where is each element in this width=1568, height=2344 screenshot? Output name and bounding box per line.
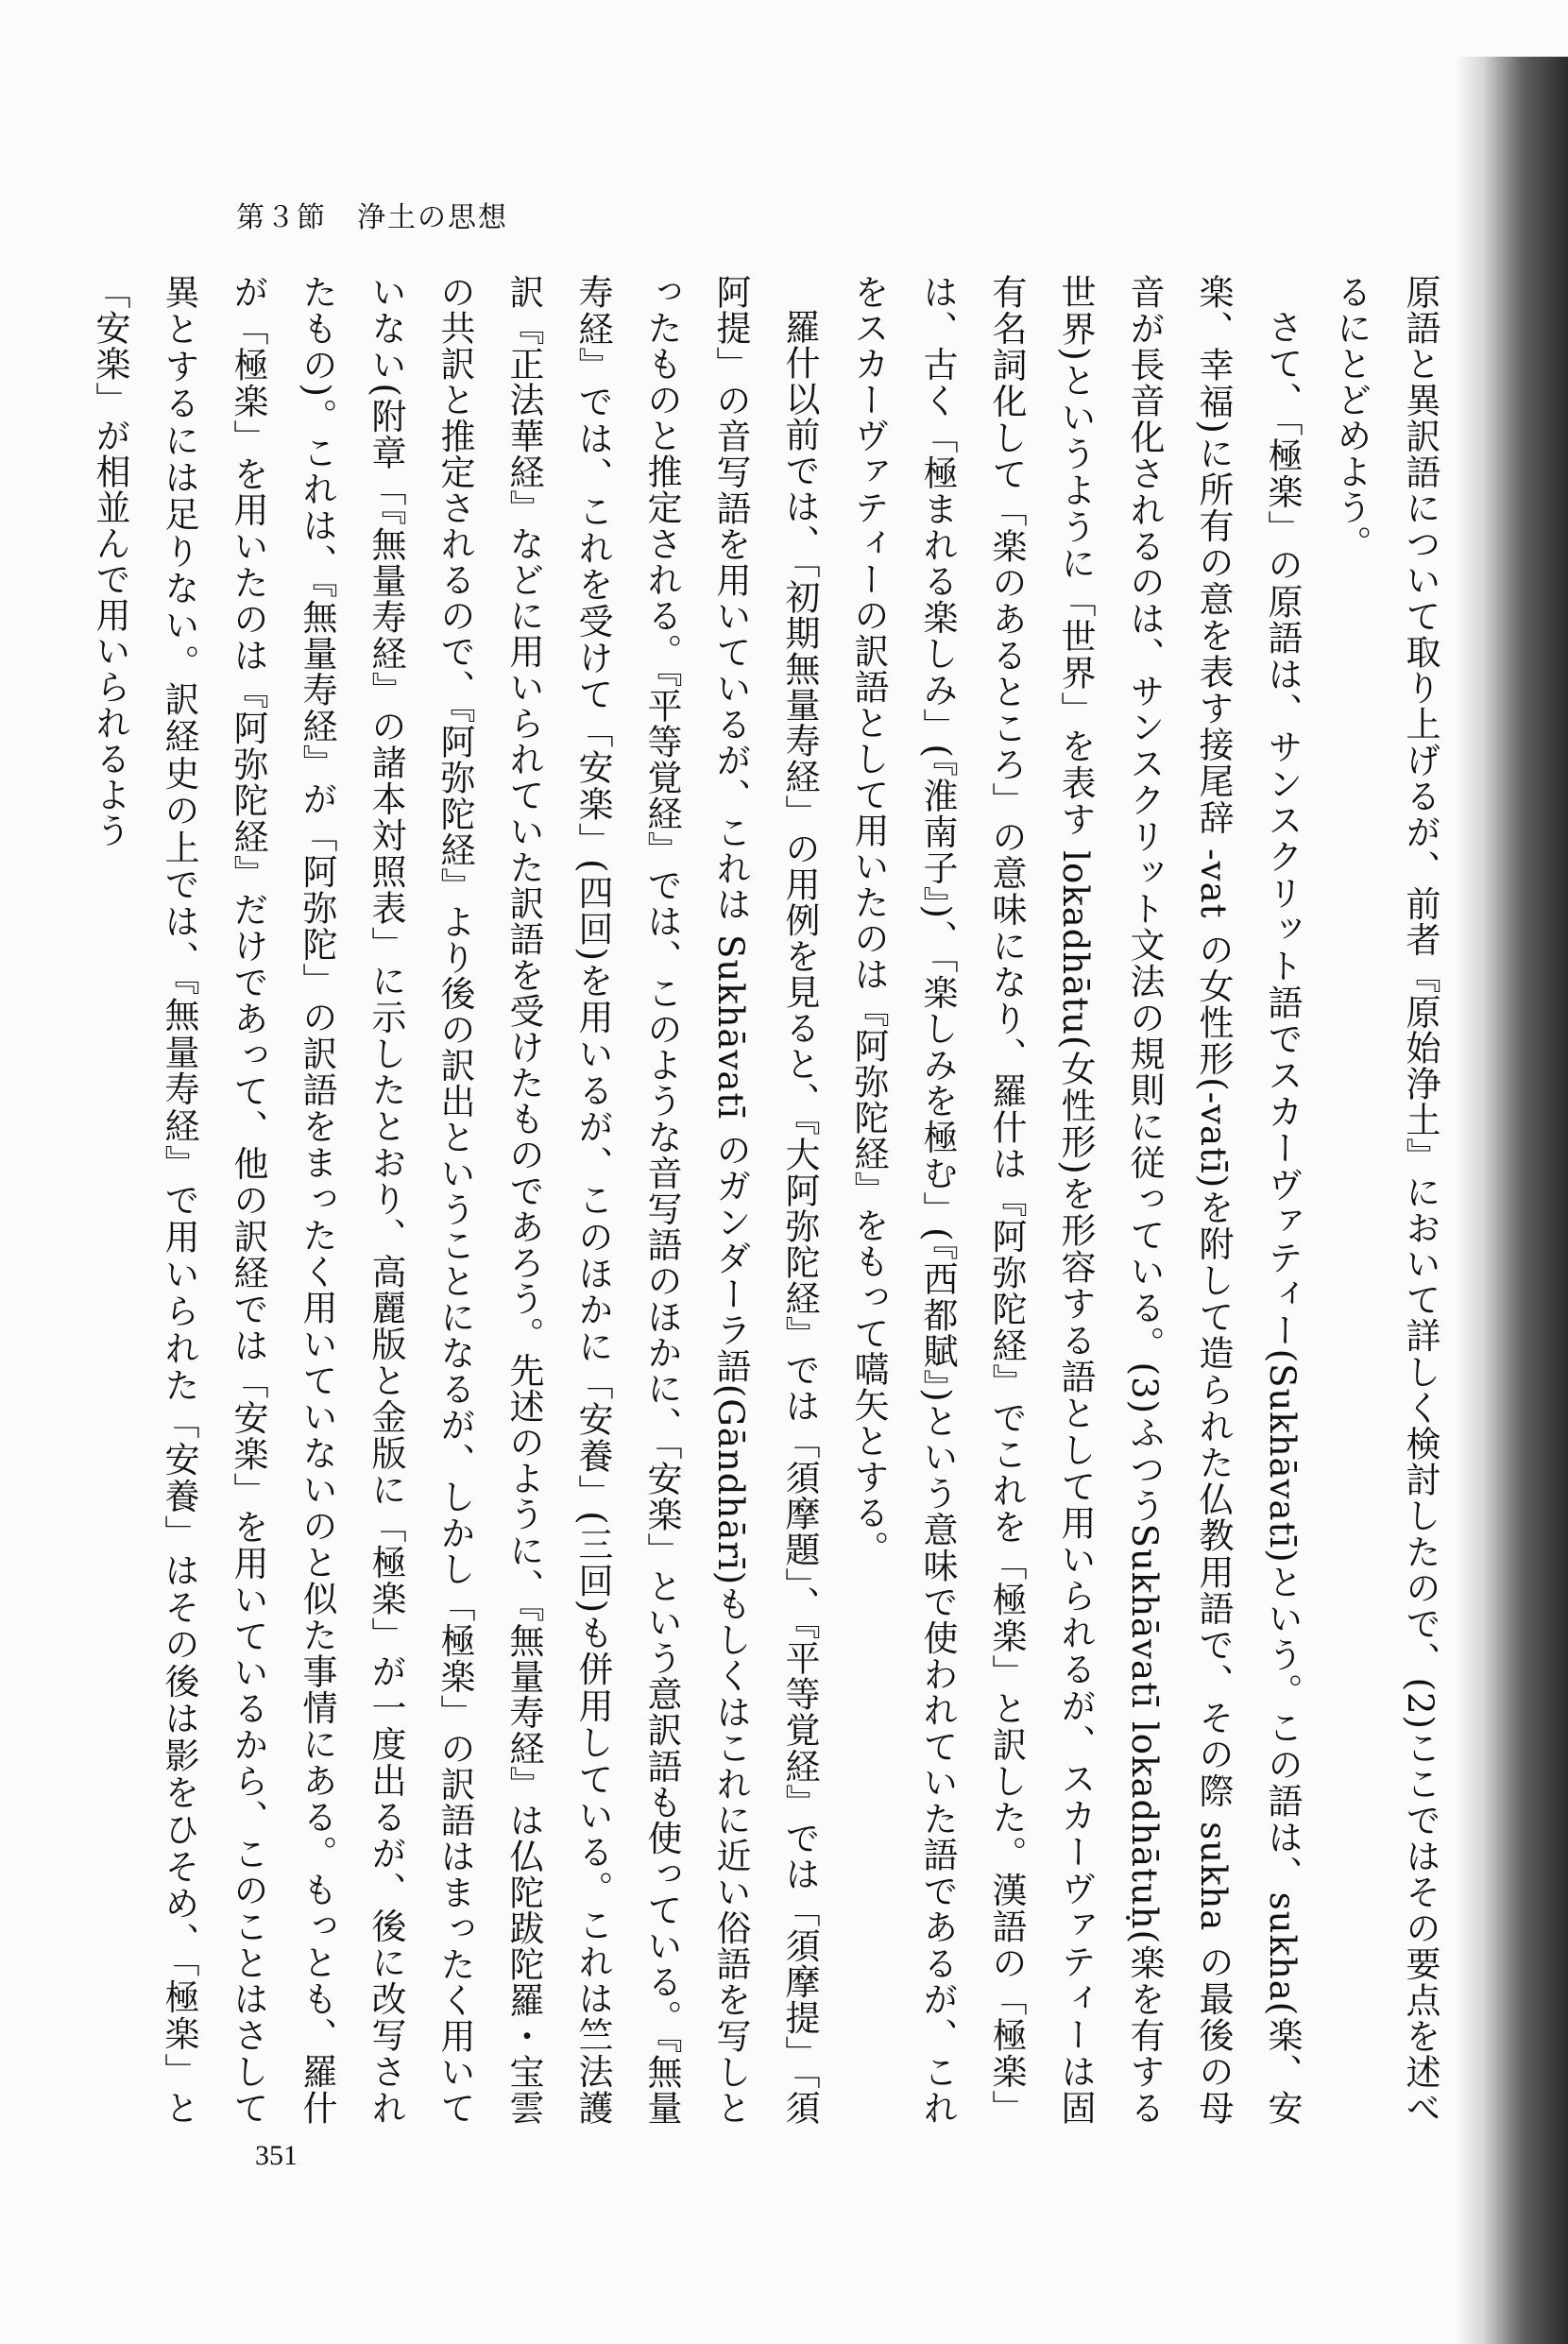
- page-gutter-shadow: [1455, 57, 1568, 2344]
- paragraph: さて、「極楽」の原語は、サンスクリット語でスカーヴァティー(Sukhāvatī)という。この語は、sukha(楽、安楽、幸福)に所有の意を表す接尾辞 -vat の女性形(-vatī)を附して造られた仏教用語で、その際 sukha の最後の母音が長音化されるのは、サンスクリット文法の規則に従っている。(3)ふつうSukhāvatī lokadhātuḥ(楽を有する世界)というように「世界」を表す lokadhātu(女性形)を形容する語として用いられるが、スカーヴァティーは固有名詞化して「楽のあるところ」の意味になり、羅什は『阿弥陀経』でこれを「極楽」と訳した。漢語の「極楽」は、古く「極まれる楽しみ」(『淮南子』)、「楽しみを極む」(『西都賦』)という意味で使われていた語であるが、これをスカーヴァティーの訳語として用いたのは『阿弥陀経』をもって嚆矢とする。: [848, 274, 1303, 2126]
- page-number: 351: [255, 2140, 298, 2171]
- paragraph: 原語と異訳語について取り上げるが、前者『原始浄土』において詳しく検討したので、(2)ここではその要点を述べるにとどめよう。: [1331, 274, 1440, 2126]
- body-text: [90, 274, 1455, 2127]
- running-head: 第３節 浄土の思想: [236, 201, 508, 234]
- paragraph: 羅什以前では、「初期無量寿経」の用例を見ると、『大阿弥陀経』では「須摩題」、『平等覚経』では「須摩提」「須阿提」の音写語を用いているが、これは Sukhāvatī のガンダーラ語(Gāndhārī)もしくはこれに近い俗語を写しとったものと推定される。『平等覚経』では、このような音写語のほかに、「安楽」という意訳語も使っている。『無量寿経』では、これを受けて「安楽」(四回)を用いるが、このほかに「安養」(三回)も併用している。これは竺法護訳『正法華経』などに用いられていた訳語を受けたものであろう。先述のように、『無量寿経』は仏陀跋陀羅・宝雲の共訳と推定されるので、『阿弥陀経』より後の訳出ということになるが、しかし「極楽」の訳語はまったく用いていない(附章「『無量寿経』の諸本対照表」に示したとおり、高麗版と金版に「極楽」が一度出るが、後に改写されたもの)。これは、『無量寿経』が「阿弥陀」の訳語をまったく用いていないのと似た事情にある。もっとも、羅什が「極楽」を用いたのは『阿弥陀経』だけであって、他の訳経では「安楽」を用いているから、このことはさして異とするには足りない。訳経史の上では、『無量寿経』で用いられた「安養」はその後は影をひそめ、「極楽」と「安楽」が相並んで用いられるよう: [90, 274, 820, 2127]
